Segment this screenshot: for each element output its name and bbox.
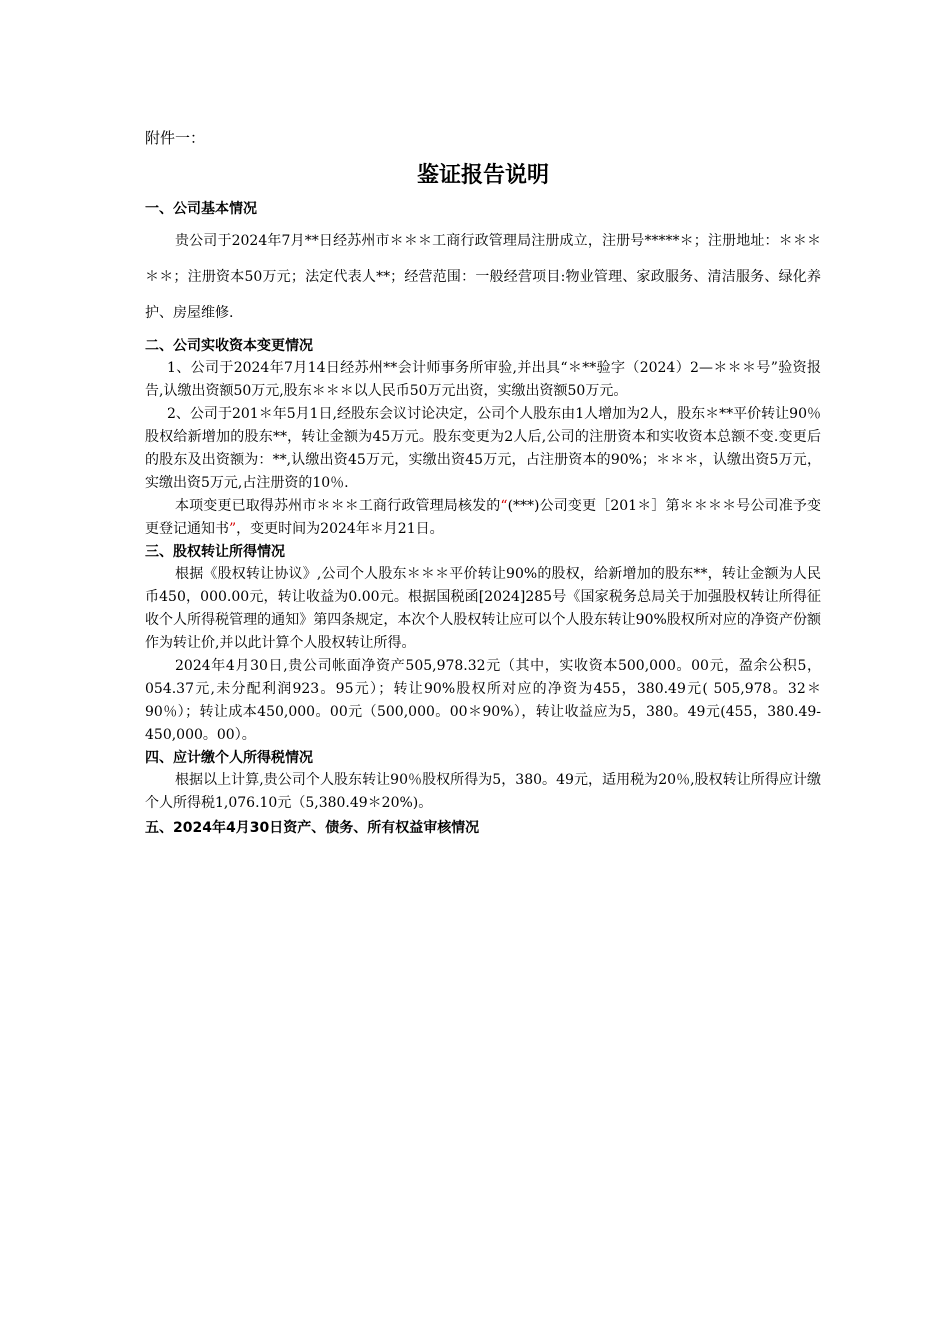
section-heading: 五、2024年4月30日资产、债务、所有权益审核情况 <box>145 820 480 836</box>
net-asset-calculation-paragraph: 2024年4月30日,贵公司帐面净资产505,978.32元（其中，实收资本500,000。00元，盈余公积5，054.37元,未分配利润923。95元）；转让90%股权所对应的净资为455，380.49元( 505,978。32＊90％）；转让成本450,000。00元（500,000。00＊90%），转让收益应为5，380。49元(455，380.49-450,000。00）。 <box>145 658 821 743</box>
capital-verification-paragraph: 1、公司于2024年7月14日经苏州**会计师事务所审验,并出具“＊**验字（2024）2—＊＊＊号”验资报告,认缴出资额50万元,股东＊＊＊以人民币50万元出资，实缴出资额50万元。 <box>145 360 821 399</box>
section-2 <box>145 335 821 541</box>
shareholder-change-paragraph: 2、公司于201＊年5月1日,经股东会议讨论决定，公司个人股东由1人增加为2人，股东＊**平价转让90％股权给新增加的股东**，转让金额为45万元。股东变更为2人后,公司的注册资本和实收资本总额不变.变更后的股东及出资额为：**,认缴出资45万元，实缴出资45万元，占注册资本的90%；＊＊＊，认缴出资5万元，实缴出资5万元,占注册资的10％. <box>145 406 821 491</box>
change-note-text: 本项变更已取得苏州市＊＊＊工商行政管理局核发的 <box>175 498 501 514</box>
section-4 <box>145 747 821 815</box>
equity-transfer-paragraph: 根据《股权转让协议》,公司个人股东＊＊＊平价转让90%的股权，给新增加的股东**，转让金额为人民币450，000.00元，转让收益为0.00元。根据国税函[2024]285号《国家税务总局关于加强股权转让所得征收个人所得税管理的通知》第四条规定，本次个人股权转让应可以个人股东转让90%股权所对应的净资产份额作为转让价,并以此计算个人股权转让所得。 <box>145 566 821 651</box>
section-heading: 三、股权转让所得情况 <box>145 544 285 560</box>
change-date-text: ，变更时间为2024年＊月21日。 <box>236 521 444 537</box>
section-5 <box>145 817 821 839</box>
section-heading: 一、公司基本情况 <box>145 201 257 217</box>
section-heading: 四、应计缴个人所得税情况 <box>145 750 313 766</box>
change-notice-name: (***)公司变更［201＊］第＊＊＊＊号公司准予变更登记通知书 <box>145 498 821 537</box>
section-3 <box>145 541 821 747</box>
section-1 <box>145 198 821 331</box>
document-page <box>145 122 821 839</box>
close-quote: ” <box>229 521 237 537</box>
section-heading: 二、公司实收资本变更情况 <box>145 338 313 354</box>
change-registration-paragraph <box>145 495 821 541</box>
document-title: 鉴证报告说明 <box>416 163 549 188</box>
company-info-paragraph: 贵公司于2024年7月**日经苏州市＊＊＊工商行政管理局注册成立，注册号*****＊；注册地址：＊＊＊＊＊；注册资本50万元；法定代表人**；经营范围：一般经营项目:物业管理、家政服务、清洁服务、绿化养护、房屋维修. <box>145 233 821 321</box>
attachment-label: 附件一： <box>145 129 206 147</box>
income-tax-paragraph: 根据以上计算,贵公司个人股东转让90％股权所得为5，380。49元，适用税为20％,股权转让所得应计缴个人所得税1,076.10元（5,380.49＊20%)。 <box>145 772 821 811</box>
open-quote: “ <box>500 498 508 514</box>
